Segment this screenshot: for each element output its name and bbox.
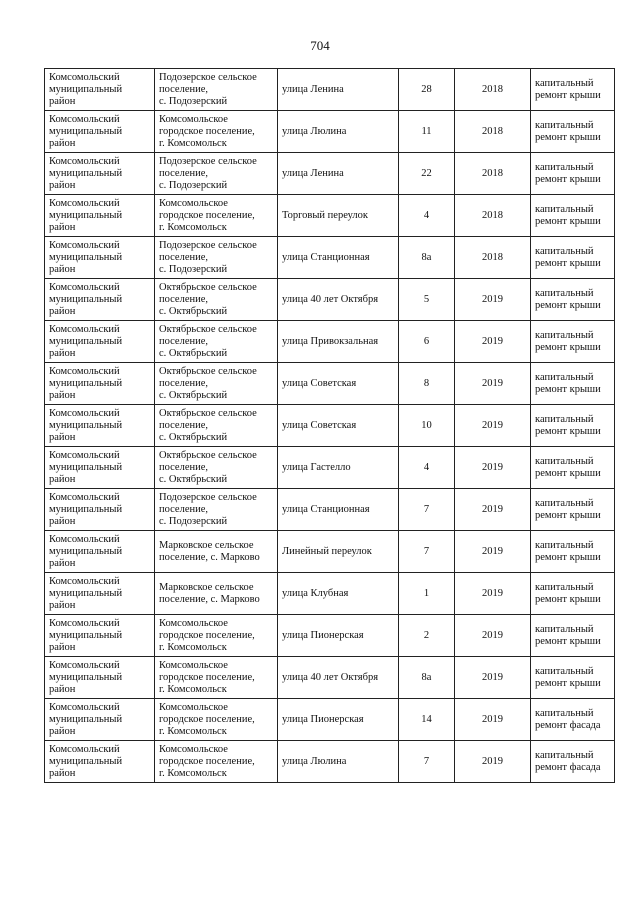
district-cell (45, 405, 155, 447)
repair-registry-table (44, 68, 615, 783)
district-cell-line: муниципальный (49, 335, 123, 347)
settlement-cell-line: поселение, (159, 293, 209, 305)
street-cell: улица Станционная (278, 237, 399, 279)
year-cell: 2019 (455, 321, 531, 363)
table-row (45, 363, 615, 405)
house-number-cell: 28 (399, 69, 455, 111)
house-number-cell: 5 (399, 279, 455, 321)
district-cell-line: район (49, 515, 76, 527)
settlement-cell (155, 237, 278, 279)
settlement-cell (155, 111, 278, 153)
work-type-cell-line: капитальный (535, 413, 594, 425)
district-cell-line: муниципальный (49, 83, 123, 95)
work-type-cell-line: ремонт крыши (535, 173, 601, 185)
district-cell-line: муниципальный (49, 251, 123, 263)
settlement-cell-line: с. Подозерский (159, 263, 228, 275)
table-row (45, 741, 615, 783)
district-cell (45, 321, 155, 363)
street-cell: улица 40 лет Октября (278, 279, 399, 321)
year-cell: 2018 (455, 153, 531, 195)
table-row (45, 405, 615, 447)
work-type-cell-line: капитальный (535, 161, 594, 173)
district-cell-line: Комсомольский (49, 491, 120, 503)
work-type-cell-line: капитальный (535, 623, 594, 635)
house-number-cell: 10 (399, 405, 455, 447)
work-type-cell-line: ремонт фасада (535, 761, 601, 773)
year-cell: 2018 (455, 69, 531, 111)
street-cell: Торговый переулок (278, 195, 399, 237)
district-cell (45, 489, 155, 531)
settlement-cell-line: Подозерское сельское (159, 239, 257, 251)
work-type-cell (531, 69, 615, 111)
district-cell-line: район (49, 725, 76, 737)
settlement-cell (155, 573, 278, 615)
house-number-cell: 2 (399, 615, 455, 657)
work-type-cell-line: капитальный (535, 329, 594, 341)
table-row (45, 69, 615, 111)
district-cell-line: район (49, 557, 76, 569)
settlement-cell-line: городское поселение, (159, 629, 255, 641)
page-number: 704 (310, 38, 330, 53)
house-number-cell: 14 (399, 699, 455, 741)
district-cell (45, 615, 155, 657)
settlement-cell-line: с. Подозерский (159, 515, 228, 527)
house-number-cell: 4 (399, 447, 455, 489)
settlement-cell (155, 363, 278, 405)
district-cell-line: муниципальный (49, 377, 123, 389)
settlement-cell (155, 489, 278, 531)
year-cell: 2019 (455, 279, 531, 321)
work-type-cell-line: ремонт крыши (535, 467, 601, 479)
work-type-cell-line: капитальный (535, 119, 594, 131)
house-number-cell: 6 (399, 321, 455, 363)
district-cell (45, 657, 155, 699)
settlement-cell-line: городское поселение, (159, 125, 255, 137)
work-type-cell (531, 699, 615, 741)
settlement-cell (155, 615, 278, 657)
district-cell (45, 363, 155, 405)
house-number-cell: 8 (399, 363, 455, 405)
street-cell: улица Ленина (278, 69, 399, 111)
year-cell: 2019 (455, 699, 531, 741)
district-cell-line: район (49, 683, 76, 695)
work-type-cell-line: капитальный (535, 539, 594, 551)
district-cell (45, 279, 155, 321)
house-number-cell: 4 (399, 195, 455, 237)
work-type-cell-line: капитальный (535, 497, 594, 509)
street-cell: улица Ленина (278, 153, 399, 195)
street-cell: улица Люлина (278, 111, 399, 153)
table-row (45, 237, 615, 279)
district-cell-line: Комсомольский (49, 659, 120, 671)
district-cell-line: район (49, 389, 76, 401)
settlement-cell-line: Комсомольское (159, 197, 228, 209)
settlement-cell-line: Марковское сельское (159, 581, 254, 593)
district-cell-line: район (49, 221, 76, 233)
settlement-cell-line: Подозерское сельское (159, 71, 257, 83)
settlement-cell (155, 447, 278, 489)
house-number-cell: 1 (399, 573, 455, 615)
district-cell-line: район (49, 305, 76, 317)
settlement-cell-line: поселение, (159, 83, 209, 95)
district-cell-line: Комсомольский (49, 533, 120, 545)
district-cell-line: Комсомольский (49, 155, 120, 167)
district-cell-line: Комсомольский (49, 239, 120, 251)
district-cell (45, 699, 155, 741)
district-cell-line: Комсомольский (49, 575, 120, 587)
settlement-cell-line: г. Комсомольск (159, 767, 227, 779)
settlement-cell (155, 321, 278, 363)
district-cell-line: муниципальный (49, 545, 123, 557)
street-cell: улица Пионерская (278, 699, 399, 741)
district-cell-line: район (49, 137, 76, 149)
settlement-cell-line: Октябрьское сельское (159, 449, 257, 461)
work-type-cell (531, 321, 615, 363)
settlement-cell-line: г. Комсомольск (159, 137, 227, 149)
year-cell: 2019 (455, 741, 531, 783)
settlement-cell-line: Комсомольское (159, 659, 228, 671)
table-row (45, 153, 615, 195)
district-cell (45, 573, 155, 615)
year-cell: 2019 (455, 657, 531, 699)
work-type-cell-line: ремонт крыши (535, 635, 601, 647)
work-type-cell-line: капитальный (535, 203, 594, 215)
district-cell-line: муниципальный (49, 671, 123, 683)
district-cell-line: район (49, 767, 76, 779)
work-type-cell-line: ремонт крыши (535, 131, 601, 143)
work-type-cell-line: ремонт крыши (535, 215, 601, 227)
district-cell (45, 741, 155, 783)
district-cell-line: муниципальный (49, 209, 123, 221)
year-cell: 2019 (455, 363, 531, 405)
settlement-cell-line: Комсомольское (159, 701, 228, 713)
work-type-cell-line: ремонт крыши (535, 341, 601, 353)
district-cell-line: район (49, 95, 76, 107)
settlement-cell-line: городское поселение, (159, 671, 255, 683)
district-cell (45, 195, 155, 237)
district-cell-line: район (49, 473, 76, 485)
district-cell-line: район (49, 179, 76, 191)
work-type-cell (531, 405, 615, 447)
settlement-cell-line: Октябрьское сельское (159, 323, 257, 335)
settlement-cell (155, 699, 278, 741)
street-cell: улица Привокзальная (278, 321, 399, 363)
table-row (45, 573, 615, 615)
work-type-cell-line: капитальный (535, 245, 594, 257)
work-type-cell (531, 615, 615, 657)
street-cell: улица Станционная (278, 489, 399, 531)
table-row (45, 615, 615, 657)
house-number-cell: 8а (399, 237, 455, 279)
work-type-cell-line: капитальный (535, 707, 594, 719)
work-type-cell-line: ремонт крыши (535, 677, 601, 689)
work-type-cell-line: капитальный (535, 287, 594, 299)
street-cell: улица Советская (278, 405, 399, 447)
work-type-cell (531, 363, 615, 405)
work-type-cell (531, 489, 615, 531)
work-type-cell (531, 573, 615, 615)
work-type-cell-line: капитальный (535, 455, 594, 467)
work-type-cell (531, 195, 615, 237)
district-cell-line: Комсомольский (49, 113, 120, 125)
street-cell: улица Советская (278, 363, 399, 405)
table-row (45, 195, 615, 237)
work-type-cell-line: капитальный (535, 77, 594, 89)
work-type-cell-line: ремонт крыши (535, 89, 601, 101)
work-type-cell (531, 657, 615, 699)
district-cell-line: муниципальный (49, 461, 123, 473)
settlement-cell-line: г. Комсомольск (159, 725, 227, 737)
settlement-cell-line: Марковское сельское (159, 539, 254, 551)
district-cell-line: Комсомольский (49, 281, 120, 293)
settlement-cell (155, 279, 278, 321)
settlement-cell-line: Комсомольское (159, 743, 228, 755)
settlement-cell-line: с. Подозерский (159, 179, 228, 191)
settlement-cell-line: с. Октябрьский (159, 431, 228, 443)
settlement-cell-line: г. Комсомольск (159, 683, 227, 695)
work-type-cell-line: ремонт крыши (535, 257, 601, 269)
table-row (45, 657, 615, 699)
work-type-cell-line: ремонт крыши (535, 551, 601, 563)
settlement-cell (155, 405, 278, 447)
district-cell-line: район (49, 599, 76, 611)
district-cell-line: Комсомольский (49, 365, 120, 377)
district-cell-line: муниципальный (49, 587, 123, 599)
settlement-cell-line: с. Подозерский (159, 95, 228, 107)
district-cell-line: Комсомольский (49, 71, 120, 83)
district-cell-line: район (49, 641, 76, 653)
settlement-cell-line: поселение, (159, 461, 209, 473)
work-type-cell (531, 153, 615, 195)
work-type-cell (531, 279, 615, 321)
district-cell-line: Комсомольский (49, 449, 120, 461)
settlement-cell-line: Подозерское сельское (159, 491, 257, 503)
year-cell: 2019 (455, 447, 531, 489)
settlement-cell-line: с. Октябрьский (159, 347, 228, 359)
settlement-cell (155, 741, 278, 783)
district-cell-line: Комсомольский (49, 743, 120, 755)
district-cell-line: Комсомольский (49, 701, 120, 713)
settlement-cell-line: поселение, с. Марково (159, 593, 260, 605)
district-cell-line: район (49, 347, 76, 359)
work-type-cell (531, 531, 615, 573)
table-row (45, 111, 615, 153)
street-cell: улица Клубная (278, 573, 399, 615)
settlement-cell-line: поселение, (159, 251, 209, 263)
district-cell (45, 531, 155, 573)
settlement-cell-line: с. Октябрьский (159, 389, 228, 401)
work-type-cell (531, 111, 615, 153)
settlement-cell-line: с. Октябрьский (159, 305, 228, 317)
settlement-cell-line: городское поселение, (159, 755, 255, 767)
district-cell-line: район (49, 263, 76, 275)
district-cell-line: район (49, 431, 76, 443)
district-cell-line: Комсомольский (49, 323, 120, 335)
year-cell: 2018 (455, 237, 531, 279)
settlement-cell (155, 531, 278, 573)
district-cell-line: муниципальный (49, 419, 123, 431)
settlement-cell-line: Комсомольское (159, 113, 228, 125)
district-cell-line: муниципальный (49, 503, 123, 515)
district-cell-line: муниципальный (49, 755, 123, 767)
settlement-cell-line: г. Комсомольск (159, 641, 227, 653)
work-type-cell-line: ремонт крыши (535, 299, 601, 311)
year-cell: 2019 (455, 405, 531, 447)
house-number-cell: 7 (399, 531, 455, 573)
table-row (45, 447, 615, 489)
street-cell: улица Гастелло (278, 447, 399, 489)
house-number-cell: 7 (399, 489, 455, 531)
settlement-cell-line: городское поселение, (159, 209, 255, 221)
work-type-cell-line: ремонт крыши (535, 509, 601, 521)
year-cell: 2019 (455, 531, 531, 573)
settlement-cell-line: Комсомольское (159, 617, 228, 629)
district-cell (45, 237, 155, 279)
work-type-cell (531, 237, 615, 279)
settlement-cell-line: поселение, (159, 419, 209, 431)
year-cell: 2019 (455, 489, 531, 531)
work-type-cell-line: ремонт фасада (535, 719, 601, 731)
house-number-cell: 22 (399, 153, 455, 195)
district-cell-line: муниципальный (49, 629, 123, 641)
house-number-cell: 7 (399, 741, 455, 783)
settlement-cell-line: поселение, (159, 167, 209, 179)
year-cell: 2019 (455, 573, 531, 615)
district-cell-line: муниципальный (49, 293, 123, 305)
house-number-cell: 8а (399, 657, 455, 699)
settlement-cell-line: поселение, (159, 503, 209, 515)
street-cell: улица 40 лет Октября (278, 657, 399, 699)
table-row (45, 321, 615, 363)
work-type-cell (531, 447, 615, 489)
table-row (45, 279, 615, 321)
street-cell: Линейный переулок (278, 531, 399, 573)
table-row (45, 489, 615, 531)
settlement-cell (155, 153, 278, 195)
settlement-cell-line: поселение, (159, 377, 209, 389)
district-cell-line: муниципальный (49, 167, 123, 179)
settlement-cell-line: поселение, с. Марково (159, 551, 260, 563)
work-type-cell-line: капитальный (535, 749, 594, 761)
settlement-cell-line: Октябрьское сельское (159, 365, 257, 377)
district-cell-line: муниципальный (49, 125, 123, 137)
district-cell-line: Комсомольский (49, 617, 120, 629)
settlement-cell (155, 657, 278, 699)
settlement-cell-line: поселение, (159, 335, 209, 347)
year-cell: 2018 (455, 111, 531, 153)
district-cell (45, 153, 155, 195)
table-row (45, 699, 615, 741)
settlement-cell (155, 195, 278, 237)
work-type-cell-line: ремонт крыши (535, 383, 601, 395)
year-cell: 2018 (455, 195, 531, 237)
settlement-cell (155, 69, 278, 111)
year-cell: 2019 (455, 615, 531, 657)
work-type-cell-line: капитальный (535, 371, 594, 383)
settlement-cell-line: Октябрьское сельское (159, 407, 257, 419)
work-type-cell-line: ремонт крыши (535, 425, 601, 437)
table-row (45, 531, 615, 573)
settlement-cell-line: с. Октябрьский (159, 473, 228, 485)
settlement-cell-line: Октябрьское сельское (159, 281, 257, 293)
district-cell (45, 111, 155, 153)
work-type-cell-line: капитальный (535, 665, 594, 677)
district-cell-line: Комсомольский (49, 197, 120, 209)
district-cell (45, 447, 155, 489)
work-type-cell-line: капитальный (535, 581, 594, 593)
district-cell-line: муниципальный (49, 713, 123, 725)
street-cell: улица Пионерская (278, 615, 399, 657)
settlement-cell-line: Подозерское сельское (159, 155, 257, 167)
district-cell-line: Комсомольский (49, 407, 120, 419)
settlement-cell-line: г. Комсомольск (159, 221, 227, 233)
district-cell (45, 69, 155, 111)
settlement-cell-line: городское поселение, (159, 713, 255, 725)
house-number-cell: 11 (399, 111, 455, 153)
table-body (45, 69, 615, 783)
street-cell: улица Люлина (278, 741, 399, 783)
work-type-cell-line: ремонт крыши (535, 593, 601, 605)
work-type-cell (531, 741, 615, 783)
